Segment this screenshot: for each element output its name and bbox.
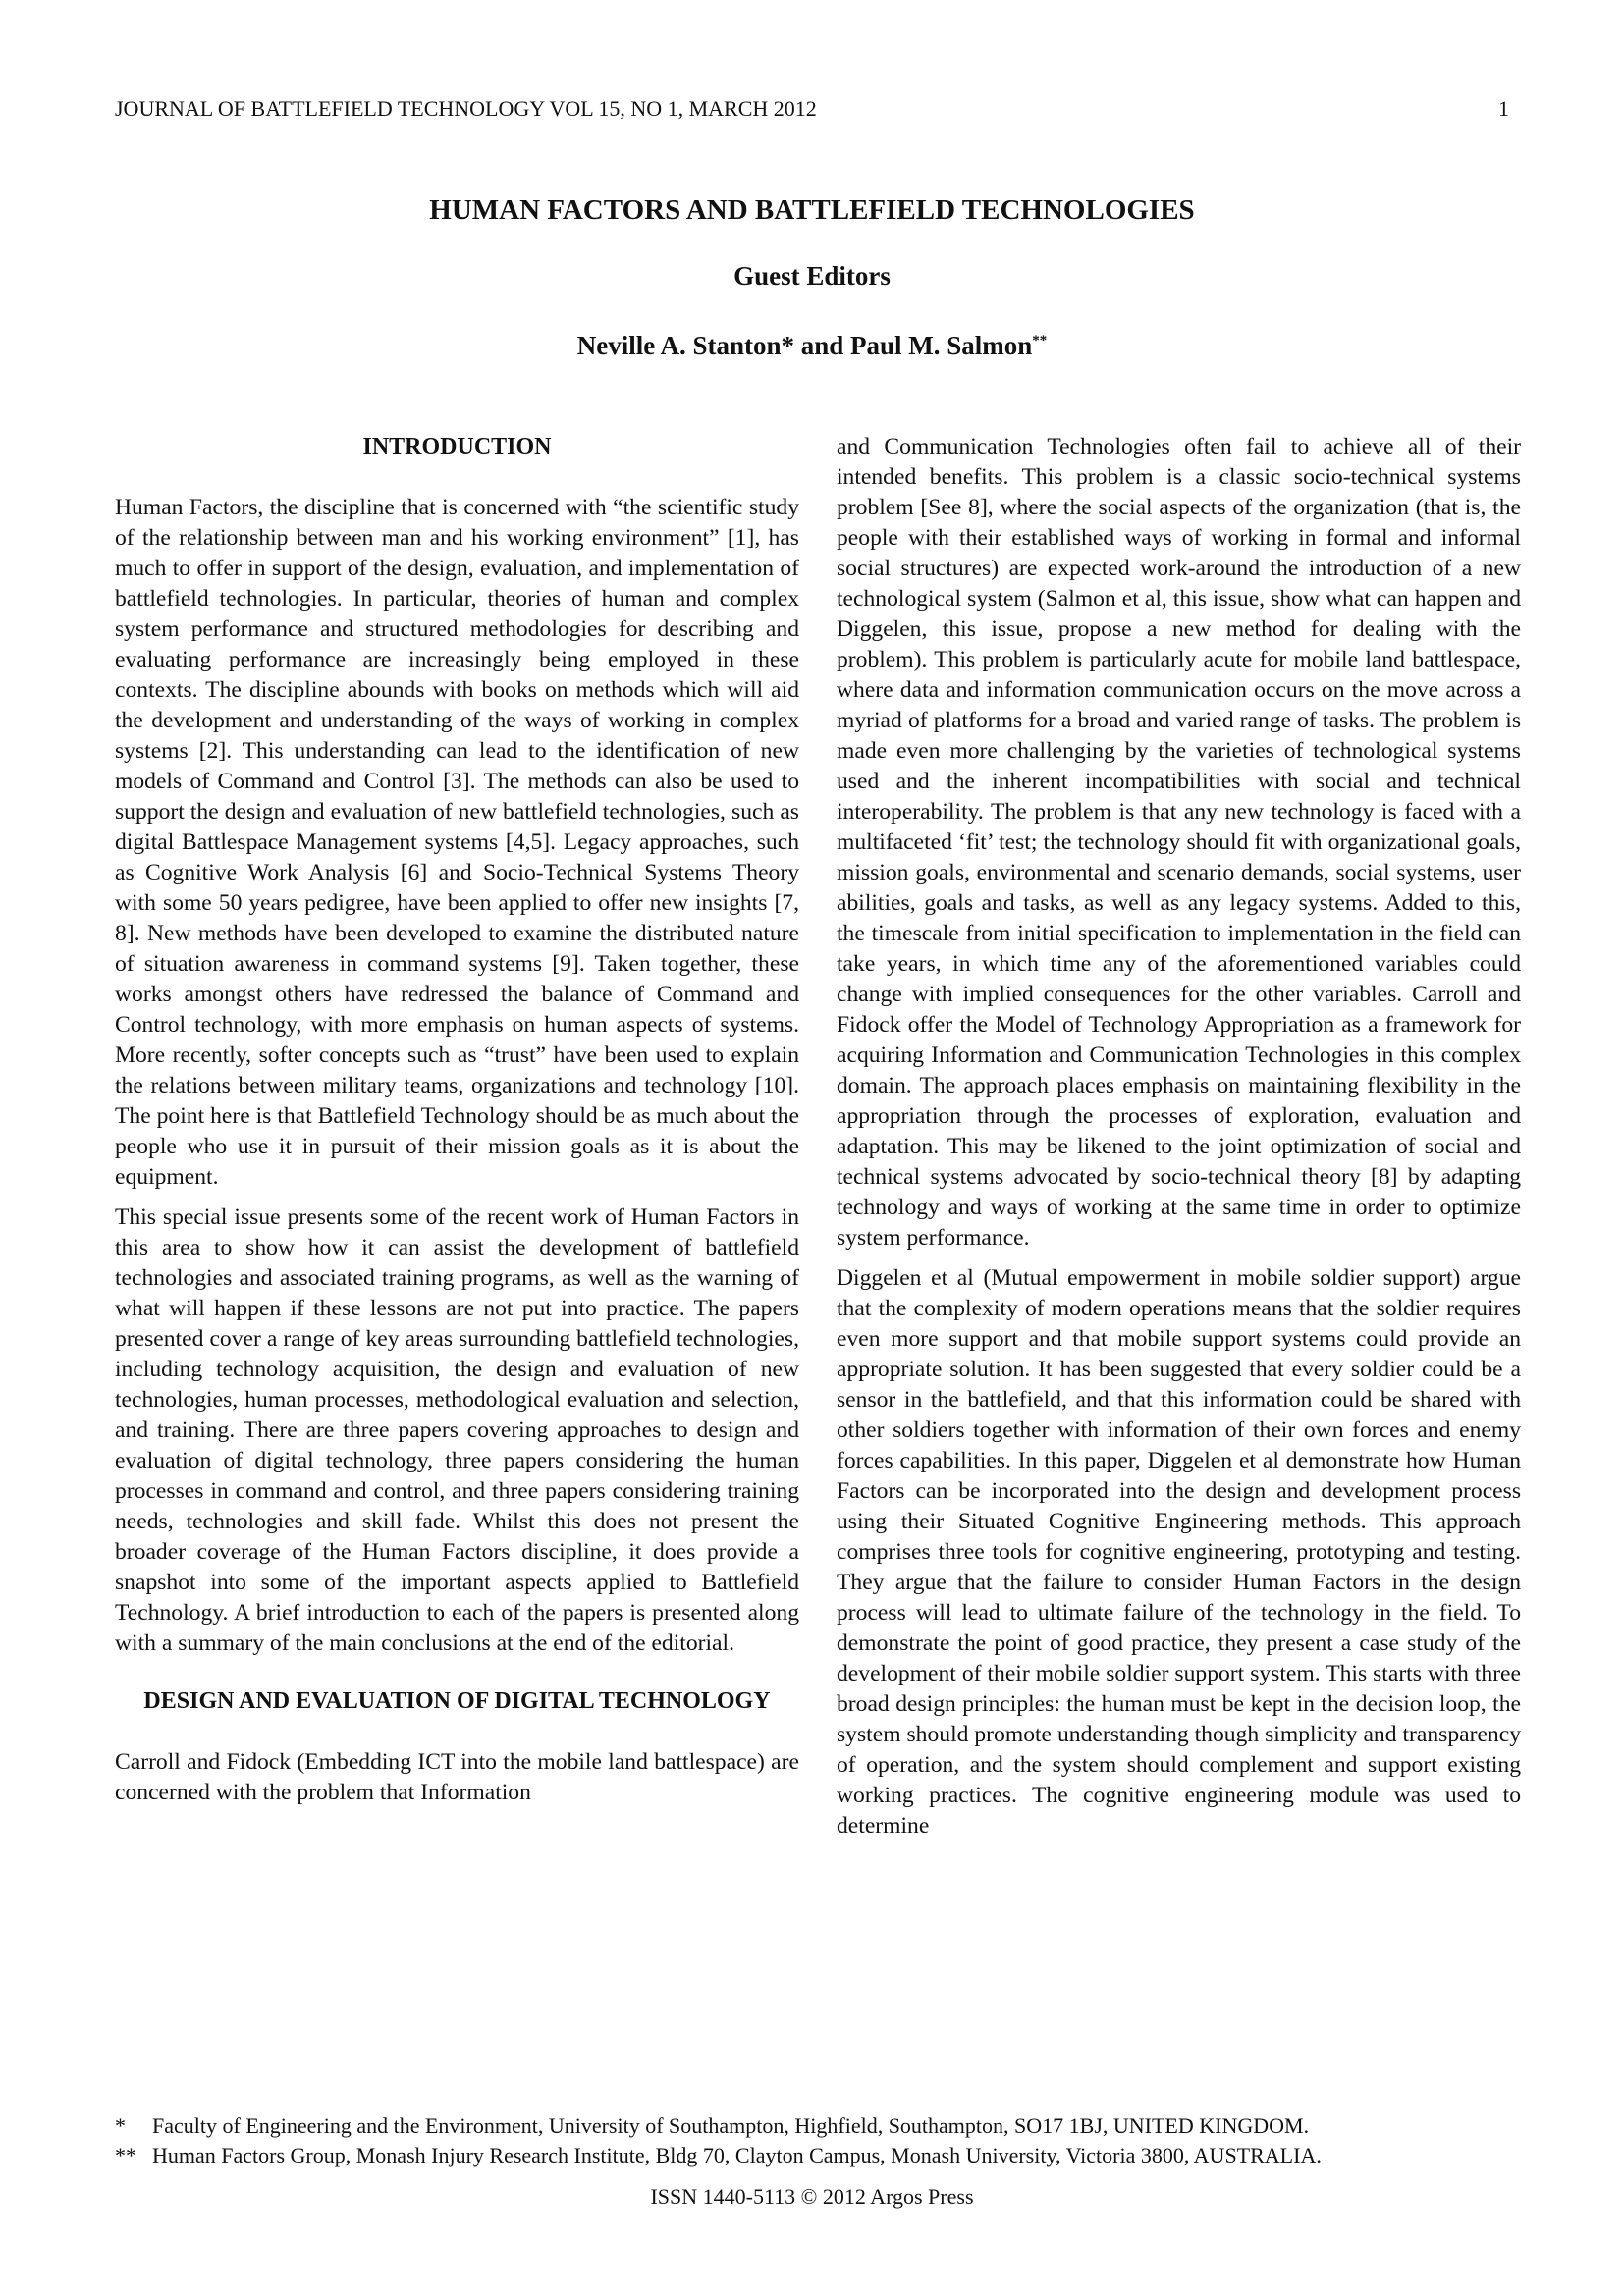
section-heading-design: DESIGN AND EVALUATION OF DIGITAL TECHNOLOGY — [143, 1688, 771, 1714]
paragraph: This special issue presents some of the recent work of Human Factors in this area to show how it can assist the development of battlefield technologies and associated training programs, as well as the warning of what will happen if these lessons are not put into practice. The papers presented cover a range of key areas surrounding battlefield technologies, including technology acquisition, the design and evaluation of new technologies, human processes, methodological evaluation and selection, and training. There are three papers covering approaches to design and evaluation of digital technology, three papers considering the human processes in command and control, and three papers considering training needs, technologies and skill fade. Whilst this does not present the broader coverage of the Human Factors discipline, it does provide a snapshot into some of the important aspects applied to Battlefield Technology. A brief introduction to each of the papers is presented along with a summary of the main conclusions at the end of the editorial. — [115, 1204, 799, 1656]
author-names: Neville A. Stanton* and Paul M. Salmon — [576, 331, 1033, 360]
footnote-2 — [115, 2143, 1322, 2168]
right-column — [837, 432, 1521, 1851]
footnote-mark: * — [115, 2113, 126, 2138]
footnote-1 — [115, 2113, 1309, 2139]
paragraph: Carroll and Fidock (Embedding ICT into the mobile land battlespace) are concerned with the problem that Information — [115, 1749, 799, 1805]
paragraph: Human Factors, the discipline that is concerned with “the scientific study of the relationship between man and his working environment” [1], has much to offer in support of the design, evaluation, and implementation of battlefield technologies. In particular, theories of human and complex system performance and structured methodologies for describing and evaluating performance are increasingly being employed in these contexts. The discipline abounds with books on methods which will aid the development and understanding of the ways of working in complex systems [2]. This understanding can lead to the identification of new models of Command and Control [3]. The methods can also be used to support the design and evaluation of new battlefield technologies, such as digital Battlespace Management systems [4,5]. Legacy approaches, such as Cognitive Work Analysis [6] and Socio-Technical Systems Theory with some 50 years pedigree, have been applied to offer new insights [7, 8]. New methods have been developed to examine the distributed nature of situation awareness in command systems [9]. Taken together, these works amongst others have redressed the balance of Command and Control technology, with more emphasis on human aspects of systems. More recently, softer concepts such as “trust” have been used to explain the relations between military teams, organizations and technology [10]. The point here is that Battlefield Technology should be as much about the people who use it in pursuit of their mission goals as it is about the equipment. — [115, 495, 799, 1190]
footnote-text: Faculty of Engineering and the Environment, University of Southampton, Highfield, Southampton, SO17 1BJ, UNITED KINGDOM. — [152, 2113, 1310, 2138]
subtitle: Guest Editors — [733, 261, 891, 291]
paper-title: HUMAN FACTORS AND BATTLEFIELD TECHNOLOGIES — [429, 194, 1195, 226]
paragraph: and Communication Technologies often fail to achieve all of their intended benefits. This problem is a classic socio-technical systems problem [See 8], where the social aspects of the organization (that is, the people with their established ways of working in formal and informal social structures) are expected work-around the introduction of a new technological system (Salmon et al, this issue, show what can happen and Diggelen, this issue, propose a new method for dealing with the problem). This problem is particularly acute for mobile land battlespace, where data and information communication occurs on the move across a myriad of platforms for a broad and varied range of tasks. The problem is made even more challenging by the varieties of technological systems used and the inherent incompatibilities with social and technical interoperability. The problem is that any new technology is faced with a multifaceted ‘fit’ test; the technology should fit with organizational goals, mission goals, environmental and scenario demands, social systems, user abilities, goals and tasks, as well as any legacy systems. Added to this, the timescale from initial specification to implementation in the field can take years, in which time any of the aforementioned variables could change with implied consequences for the other variables. Carroll and Fidock offer the Model of Technology Appropriation as a framework for acquiring Information and Communication Technologies in this complex domain. The approach places emphasis on maintaining flexibility in the appropriation through the processes of exploration, evaluation and adaptation. This may be likened to the joint optimization of social and technical systems advocated by socio-technical theory [8] by adapting technology and ways of working at the same time in order to optimize system performance. — [837, 434, 1521, 1251]
footnote-mark: ** — [115, 2143, 136, 2167]
running-header — [115, 96, 1509, 122]
issn-copyright: ISSN 1440-5113 © 2012 Argos Press — [650, 2184, 974, 2209]
authors — [0, 331, 1624, 361]
author-mark: ** — [1032, 333, 1048, 348]
section-heading-introduction: INTRODUCTION — [362, 434, 552, 459]
journal-name: JOURNAL OF BATTLEFIELD TECHNOLOGY VOL 15, NO 1, MARCH 2012 — [115, 96, 817, 121]
footnote-text: Human Factors Group, Monash Injury Research Institute, Bldg 70, Clayton Campus, Monash University, Victoria 3800, AUSTRALIA. — [152, 2143, 1322, 2167]
paragraph: Diggelen et al (Mutual empowerment in mobile soldier support) argue that the complexity of modern operations means that the soldier requires even more support and that mobile support systems could provide an appropriate solution. It has been suggested that every soldier could be a sensor in the battlefield, and that this information could be shared with other soldiers together with information of their own forces and enemy forces capabilities. In this paper, Diggelen et al demonstrate how Human Factors can be incorporated into the design and development process using their Situated Cognitive Engineering methods. This approach comprises three tools for cognitive engineering, prototyping and testing. They argue that the failure to consider Human Factors in the design process will lead to ultimate failure of the technology in the field. To demonstrate the point of good practice, they present a case study of the development of their mobile soldier support system. This starts with three broad design principles: the human must be kept in the decision loop, the system should promote understanding though simplicity and transparency of operation, and the system should complement and support existing working practices. The cognitive engineering module was used to determine — [837, 1265, 1521, 1839]
left-column — [115, 432, 799, 1818]
page-number: 1 — [1498, 96, 1509, 121]
